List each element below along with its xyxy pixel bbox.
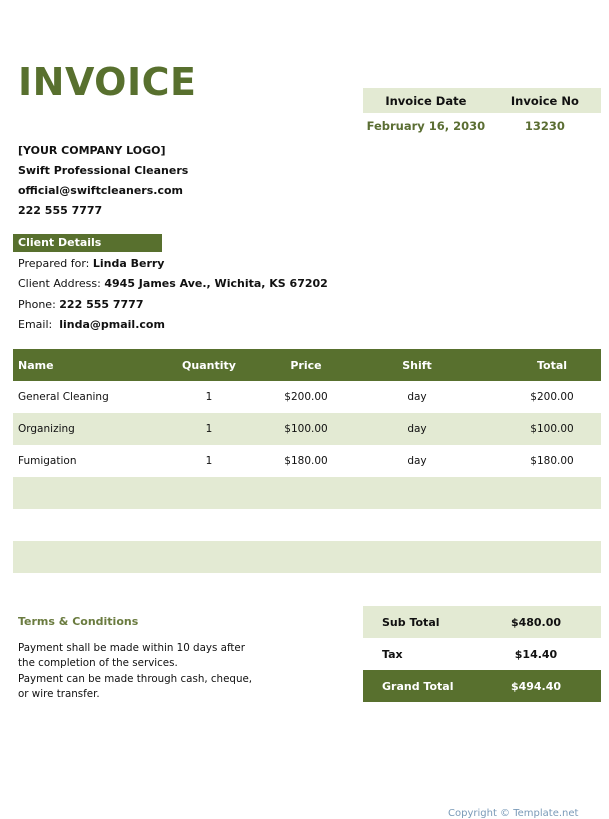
items-table: [13, 349, 601, 573]
invoice-number: 13230: [524, 119, 565, 133]
client-address-value: 4945 James Ave., Wichita, KS 67202: [104, 277, 328, 291]
header-total: Total: [536, 358, 568, 372]
table-row: General Cleaning 1 $200.00 day $200.00: [18, 391, 574, 403]
table-header: [13, 349, 601, 381]
company-phone: 222 555 7777: [18, 204, 103, 217]
tax-value: $14.40: [514, 647, 558, 661]
client-email-value: linda@pmail.com: [59, 317, 165, 331]
client-details-heading: Client Details: [13, 234, 162, 252]
invoice-title: INVOICE: [18, 60, 197, 104]
prepared-for: Prepared for: Linda Berry: [18, 257, 165, 270]
empty-table-row: [13, 509, 601, 541]
invoice-date-label: Invoice Date: [385, 93, 467, 108]
invoice-date: February 16, 2030: [366, 119, 486, 133]
invoice-no-label: Invoice No: [510, 93, 579, 108]
empty-table-row: [13, 541, 601, 573]
client-name: Linda Berry: [92, 257, 165, 270]
client-phone-value: 222 555 7777: [59, 297, 144, 311]
copyright-footer[interactable]: Copyright © Template.net: [448, 808, 579, 819]
invoice-meta-values: [363, 113, 601, 139]
empty-table-row: [13, 477, 601, 509]
company-logo-placeholder: [YOUR COMPANY LOGO]: [18, 144, 166, 157]
invoice-meta-header: [363, 88, 601, 113]
terms-heading: Terms & Conditions: [18, 615, 139, 628]
client-details: [18, 254, 328, 335]
header-price: Price: [290, 358, 322, 372]
totals-box: [363, 606, 601, 702]
grand-total-row: Grand Total $494.40: [363, 670, 601, 702]
sub-total-value: $480.00: [510, 615, 562, 629]
header-name: Name: [18, 358, 54, 372]
invoice-meta: [363, 88, 601, 139]
company-email: official@swiftcleaners.com: [18, 184, 183, 197]
client-phone: Phone: 222 555 7777: [18, 297, 144, 311]
table-row: Fumigation 1 $180.00 day $180.00: [18, 455, 574, 467]
header-shift: Shift: [402, 358, 432, 372]
client-address: Client Address: 4945 James Ave., Wichita, KS 67202: [18, 277, 328, 291]
sub-total-row: Sub Total $480.00: [363, 606, 601, 638]
tax-row: Tax $14.40: [363, 638, 601, 670]
header-quantity: Quantity: [182, 358, 236, 372]
company-info: [18, 141, 188, 221]
client-email: Email: linda@pmail.com: [18, 317, 165, 331]
grand-total-value: $494.40: [510, 679, 562, 693]
terms-text: Payment shall be made within 10 days after the completion of the services. Payment can be made through cash, cheque, or wire transfer.: [18, 642, 253, 700]
company-name: Swift Professional Cleaners: [18, 164, 189, 177]
table-row: Organizing 1 $100.00 day $100.00: [13, 413, 601, 445]
